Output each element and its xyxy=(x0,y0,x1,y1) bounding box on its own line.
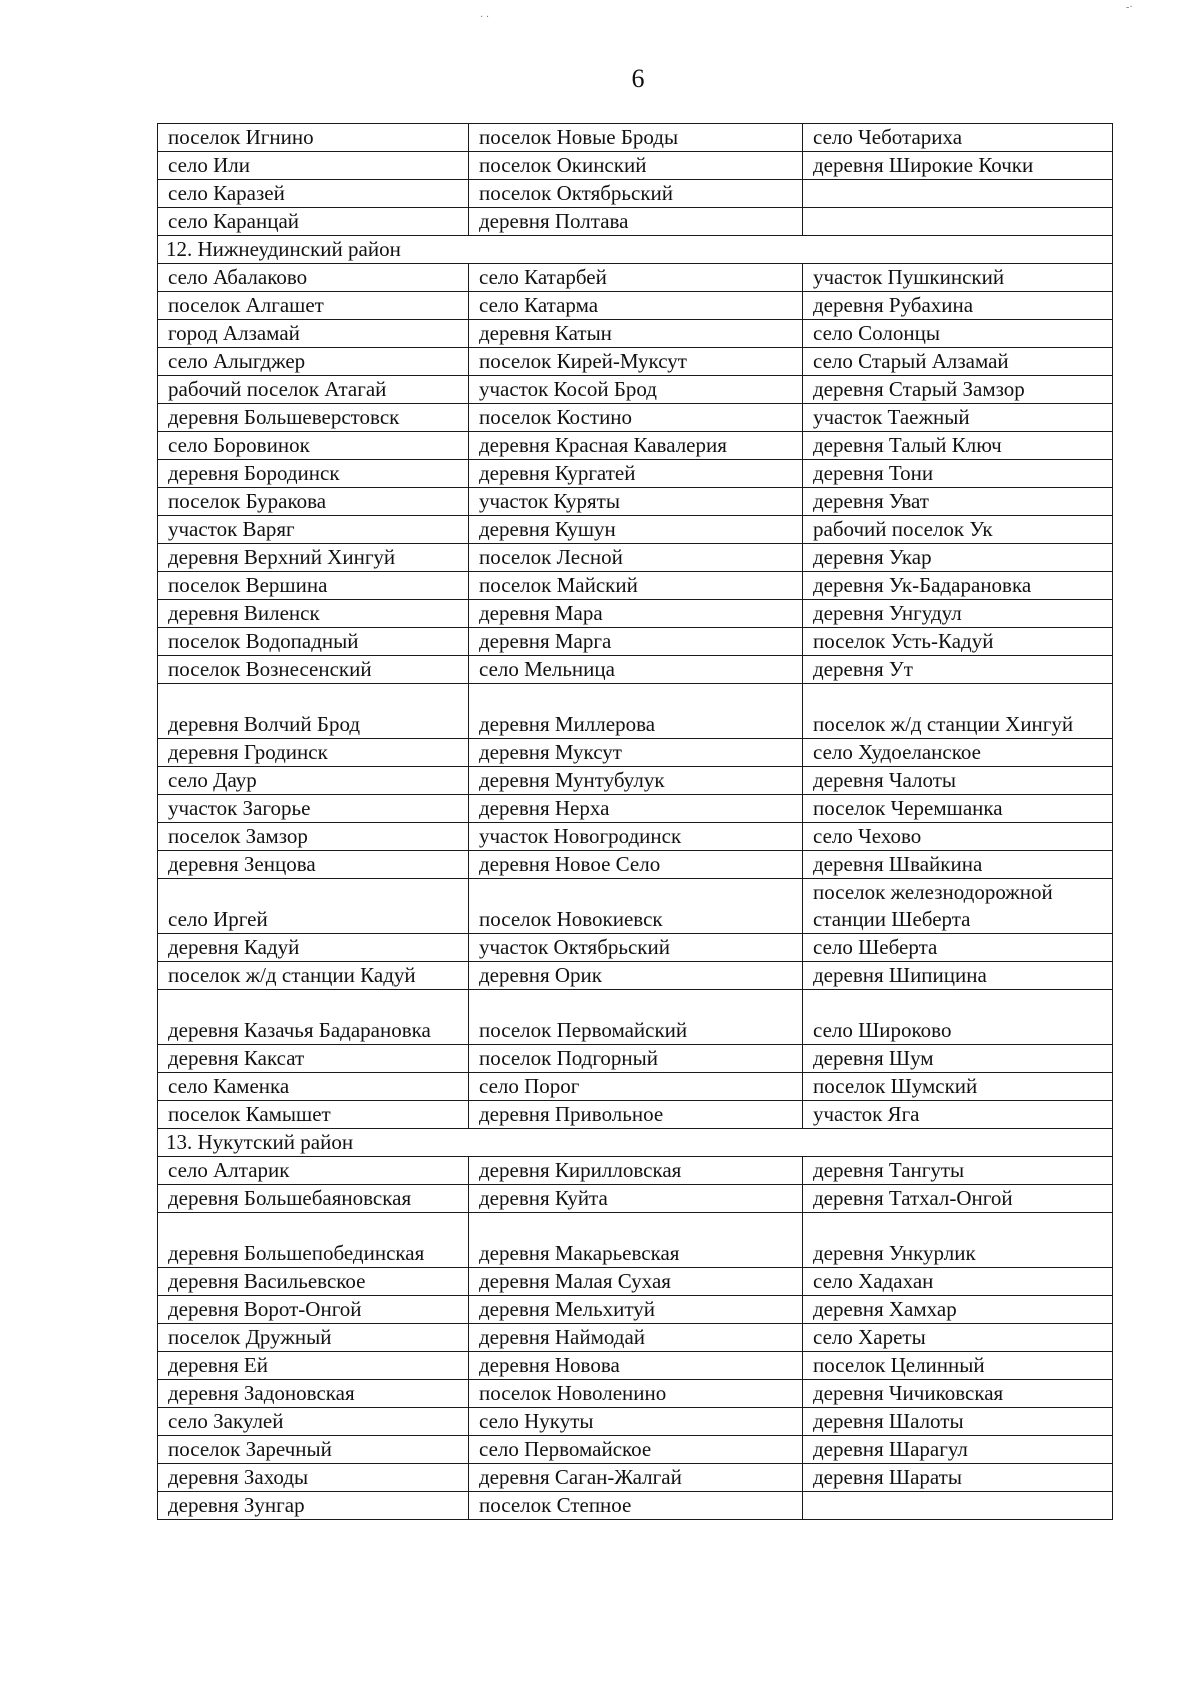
table-cell: деревня Кирилловская xyxy=(469,1157,803,1185)
section-row xyxy=(158,1129,1113,1157)
table-cell: село Шеберта xyxy=(803,934,1113,962)
table-row xyxy=(158,1380,1113,1408)
table-cell: деревня Полтава xyxy=(469,208,803,236)
table-cell: деревня Большепобединская xyxy=(158,1213,469,1268)
table-cell: деревня Ворот-Онгой xyxy=(158,1296,469,1324)
table-cell: село Худоеланское xyxy=(803,739,1113,767)
table-cell: деревня Кургатей xyxy=(469,460,803,488)
table-cell: рабочий поселок Ук xyxy=(803,516,1113,544)
table-cell xyxy=(803,1492,1113,1520)
table-row xyxy=(158,1436,1113,1464)
table-cell: деревня Широкие Кочки xyxy=(803,152,1113,180)
table-row xyxy=(158,572,1113,600)
table-cell: село Первомайское xyxy=(469,1436,803,1464)
table-cell: деревня Виленск xyxy=(158,600,469,628)
table-cell: деревня Мельхитуй xyxy=(469,1296,803,1324)
table-cell: деревня Саган-Жалгай xyxy=(469,1464,803,1492)
table-cell: деревня Унгудул xyxy=(803,600,1113,628)
table-cell: поселок Буракова xyxy=(158,488,469,516)
table-row xyxy=(158,1045,1113,1073)
table-row xyxy=(158,208,1113,236)
table-row xyxy=(158,1157,1113,1185)
table-cell: село Старый Алзамай xyxy=(803,348,1113,376)
table-row xyxy=(158,1073,1113,1101)
table-cell: поселок Новокиевск xyxy=(469,879,803,934)
table-cell: деревня Мара xyxy=(469,600,803,628)
table-cell: деревня Каксат xyxy=(158,1045,469,1073)
table-cell: село Хадахан xyxy=(803,1268,1113,1296)
table-cell: поселок Окинский xyxy=(469,152,803,180)
table-cell: деревня Талый Ключ xyxy=(803,432,1113,460)
table-row xyxy=(158,516,1113,544)
table-cell: село Алтарик xyxy=(158,1157,469,1185)
table-cell: деревня Макарьевская xyxy=(469,1213,803,1268)
table-cell: деревня Ункурлик xyxy=(803,1213,1113,1268)
table-cell: поселок Подгорный xyxy=(469,1045,803,1073)
scan-speck: · · xyxy=(480,12,490,23)
table-row xyxy=(158,1408,1113,1436)
table-cell: село Хареты xyxy=(803,1324,1113,1352)
section-row xyxy=(158,236,1113,264)
table-cell: деревня Тони xyxy=(803,460,1113,488)
table-cell: участок Пушкинский xyxy=(803,264,1113,292)
table-cell: поселок Новые Броды xyxy=(469,124,803,152)
table-cell: участок Косой Брод xyxy=(469,376,803,404)
table-cell: село Катарма xyxy=(469,292,803,320)
table-cell: деревня Шараты xyxy=(803,1464,1113,1492)
table-cell: поселок Замзор xyxy=(158,823,469,851)
table-cell: деревня Марга xyxy=(469,628,803,656)
table-cell: деревня Зунгар xyxy=(158,1492,469,1520)
table-cell: деревня Ей xyxy=(158,1352,469,1380)
table-cell: село Иргей xyxy=(158,879,469,934)
table-row xyxy=(158,934,1113,962)
table-cell: участок Октябрьский xyxy=(469,934,803,962)
table-cell: деревня Привольное xyxy=(469,1101,803,1129)
table-cell: деревня Кушун xyxy=(469,516,803,544)
table-cell: деревня Укар xyxy=(803,544,1113,572)
table-row xyxy=(158,1492,1113,1520)
table-row xyxy=(158,628,1113,656)
table-row xyxy=(158,1213,1113,1268)
table-cell: село Боровинок xyxy=(158,432,469,460)
table-row xyxy=(158,851,1113,879)
table-cell: деревня Чичиковская xyxy=(803,1380,1113,1408)
table-cell: село Абалаково xyxy=(158,264,469,292)
table-cell: поселок ж/д станции Хингуй xyxy=(803,684,1113,739)
table-cell: деревня Татхал-Онгой xyxy=(803,1185,1113,1213)
table-cell: деревня Казачья Бадарановка xyxy=(158,990,469,1045)
table-cell: деревня Орик xyxy=(469,962,803,990)
table-cell: деревня Куйта xyxy=(469,1185,803,1213)
table-row xyxy=(158,1101,1113,1129)
table-cell: поселок Вершина xyxy=(158,572,469,600)
table-row xyxy=(158,292,1113,320)
table-row xyxy=(158,990,1113,1045)
scan-speck: -· xyxy=(1126,2,1133,13)
table-cell: деревня Кадуй xyxy=(158,934,469,962)
table-cell: деревня Волчий Брод xyxy=(158,684,469,739)
table-row xyxy=(158,600,1113,628)
table-cell: деревня Уват xyxy=(803,488,1113,516)
table-cell: участок Куряты xyxy=(469,488,803,516)
section-heading: 13. Нукутский район xyxy=(158,1129,1113,1157)
table-cell: село Чеботариха xyxy=(803,124,1113,152)
table-cell: село Каранцай xyxy=(158,208,469,236)
table-cell: поселок Алгашет xyxy=(158,292,469,320)
table-cell: город Алзамай xyxy=(158,320,469,348)
table-cell: село Или xyxy=(158,152,469,180)
table-cell: село Катарбей xyxy=(469,264,803,292)
table-cell: участок Варяг xyxy=(158,516,469,544)
table-row xyxy=(158,376,1113,404)
table-cell: поселок Кирей-Муксут xyxy=(469,348,803,376)
table-cell: деревня Шум xyxy=(803,1045,1113,1073)
table-row xyxy=(158,1185,1113,1213)
table-cell: село Каменка xyxy=(158,1073,469,1101)
table-row xyxy=(158,432,1113,460)
table-cell: село Мельница xyxy=(469,656,803,684)
table-cell: деревня Ук-Бадарановка xyxy=(803,572,1113,600)
table-cell: деревня Большеверстовск xyxy=(158,404,469,432)
table-cell: поселок железнодорожной станции Шеберта xyxy=(803,879,1113,934)
table-cell: деревня Верхний Хингуй xyxy=(158,544,469,572)
table-cell: деревня Чалоты xyxy=(803,767,1113,795)
section-heading: 12. Нижнеудинский район xyxy=(158,236,1113,264)
table-cell: деревня Малая Сухая xyxy=(469,1268,803,1296)
table-cell: поселок Черемшанка xyxy=(803,795,1113,823)
table-cell: поселок Дружный xyxy=(158,1324,469,1352)
table-row xyxy=(158,1296,1113,1324)
table-cell: участок Яга xyxy=(803,1101,1113,1129)
table-cell: село Широково xyxy=(803,990,1113,1045)
table-cell: деревня Шарагул xyxy=(803,1436,1113,1464)
table-cell: деревня Наймодай xyxy=(469,1324,803,1352)
table-row xyxy=(158,460,1113,488)
table-cell: село Порог xyxy=(469,1073,803,1101)
table-cell: поселок Камышет xyxy=(158,1101,469,1129)
table-cell: поселок Лесной xyxy=(469,544,803,572)
table-row xyxy=(158,152,1113,180)
table-row xyxy=(158,180,1113,208)
table-cell: деревня Шипицина xyxy=(803,962,1113,990)
table-cell: деревня Муксут xyxy=(469,739,803,767)
table-cell: участок Загорье xyxy=(158,795,469,823)
table-row xyxy=(158,1464,1113,1492)
table-cell: деревня Новое Село xyxy=(469,851,803,879)
table-cell: поселок Заречный xyxy=(158,1436,469,1464)
table-cell: участок Новогродинск xyxy=(469,823,803,851)
table-cell: поселок Новоленино xyxy=(469,1380,803,1408)
table-cell: село Солонцы xyxy=(803,320,1113,348)
table-row xyxy=(158,739,1113,767)
table-cell: деревня Красная Кавалерия xyxy=(469,432,803,460)
table-cell: поселок Майский xyxy=(469,572,803,600)
table-cell: деревня Катын xyxy=(469,320,803,348)
table-cell: поселок Степное xyxy=(469,1492,803,1520)
table-cell: деревня Новова xyxy=(469,1352,803,1380)
table-cell xyxy=(803,208,1113,236)
table-cell: деревня Шалоты xyxy=(803,1408,1113,1436)
table-cell: поселок Шумский xyxy=(803,1073,1113,1101)
table-cell: село Чехово xyxy=(803,823,1113,851)
table-cell: поселок ж/д станции Кадуй xyxy=(158,962,469,990)
table-cell: село Закулей xyxy=(158,1408,469,1436)
table-row xyxy=(158,1352,1113,1380)
table-row xyxy=(158,488,1113,516)
table-row xyxy=(158,124,1113,152)
table-cell: деревня Тангуты xyxy=(803,1157,1113,1185)
table-cell: село Даур xyxy=(158,767,469,795)
table-cell: поселок Вознесенский xyxy=(158,656,469,684)
table-row xyxy=(158,544,1113,572)
table-cell: деревня Старый Замзор xyxy=(803,376,1113,404)
table-cell: деревня Бородинск xyxy=(158,460,469,488)
table-cell: село Нукуты xyxy=(469,1408,803,1436)
table-row xyxy=(158,767,1113,795)
table-cell: деревня Гродинск xyxy=(158,739,469,767)
table-cell: поселок Целинный xyxy=(803,1352,1113,1380)
table-cell: деревня Заходы xyxy=(158,1464,469,1492)
table-cell xyxy=(803,180,1113,208)
table-cell: деревня Миллерова xyxy=(469,684,803,739)
table-cell: поселок Усть-Кадуй xyxy=(803,628,1113,656)
settlements-table-body xyxy=(158,124,1113,1520)
table-cell: поселок Водопадный xyxy=(158,628,469,656)
table-row xyxy=(158,320,1113,348)
table-row xyxy=(158,795,1113,823)
table-cell: деревня Швайкина xyxy=(803,851,1113,879)
table-cell: деревня Мунтубулук xyxy=(469,767,803,795)
table-cell: деревня Хамхар xyxy=(803,1296,1113,1324)
table-cell: деревня Ут xyxy=(803,656,1113,684)
table-cell: деревня Рубахина xyxy=(803,292,1113,320)
table-cell: поселок Костино xyxy=(469,404,803,432)
page-number: 6 xyxy=(631,64,645,93)
table-cell: участок Таежный xyxy=(803,404,1113,432)
table-row xyxy=(158,348,1113,376)
table-cell: деревня Задоновская xyxy=(158,1380,469,1408)
table-cell: деревня Васильевское xyxy=(158,1268,469,1296)
table-cell: село Алыгджер xyxy=(158,348,469,376)
table-cell: поселок Октябрьский xyxy=(469,180,803,208)
table-row xyxy=(158,656,1113,684)
table-row xyxy=(158,823,1113,851)
settlements-table xyxy=(157,123,1113,1520)
table-row xyxy=(158,264,1113,292)
table-cell: село Каразей xyxy=(158,180,469,208)
table-cell: поселок Первомайский xyxy=(469,990,803,1045)
table-row xyxy=(158,404,1113,432)
table-row xyxy=(158,1324,1113,1352)
table-cell: деревня Зенцова xyxy=(158,851,469,879)
table-row xyxy=(158,1268,1113,1296)
table-cell: рабочий поселок Атагай xyxy=(158,376,469,404)
table-cell: деревня Большебаяновская xyxy=(158,1185,469,1213)
table-row xyxy=(158,684,1113,739)
table-cell: деревня Нерха xyxy=(469,795,803,823)
table-row xyxy=(158,962,1113,990)
table-cell: поселок Игнино xyxy=(158,124,469,152)
table-row xyxy=(158,879,1113,934)
